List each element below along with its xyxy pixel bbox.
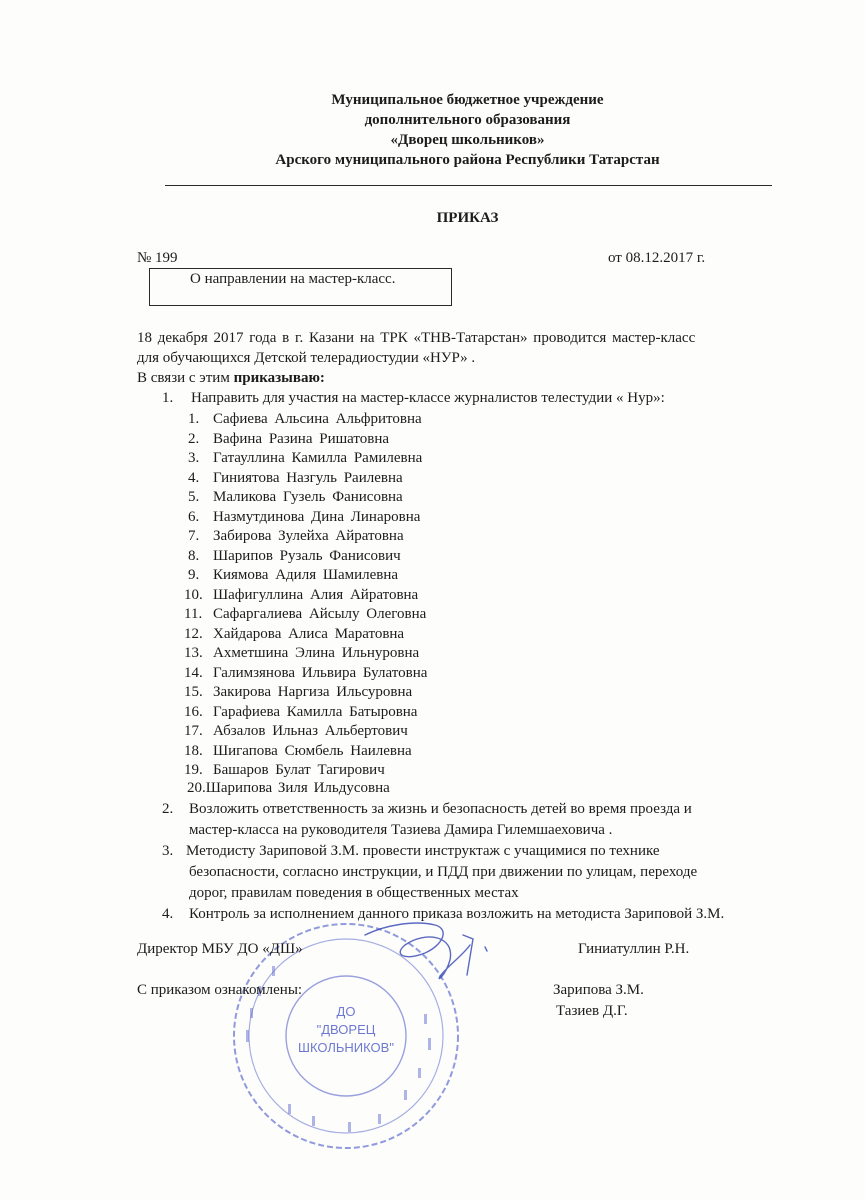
item-1-number: 1. xyxy=(162,390,174,406)
participant-name: Абзалов Ильназ Альбертович xyxy=(213,723,408,739)
participant-number: 9. xyxy=(188,567,200,583)
participant-name: Шафигуллина Алия Айратовна xyxy=(213,586,419,603)
item-1-text: Направить для участия на мастер-классе журналистов телестудии « Нур»: xyxy=(191,390,665,406)
stamp-text-1: ДО xyxy=(336,1004,356,1019)
director-label: Директор МБУ ДО «ДШ» xyxy=(137,941,303,957)
participant-number: 13. xyxy=(184,645,203,661)
participant-number: 4. xyxy=(188,469,200,486)
participant-number: 10. xyxy=(184,586,203,603)
participant-name: Шигапова Сюмбель Наилевна xyxy=(213,742,412,759)
participant-name: Хайдарова Алиса Маратовна xyxy=(213,625,405,642)
participant-number: 5. xyxy=(188,489,200,505)
stamp-text-2: "ДВОРЕЦ xyxy=(316,1022,376,1037)
acquainted-label: С приказом ознакомлены: xyxy=(137,982,303,998)
item-2-line-1: Возложить ответственность за жизнь и безопасность детей во время проезда и xyxy=(189,801,692,817)
participant-name: Сафаргалиева Айсылу Олеговна xyxy=(213,606,427,622)
item-2-line-2: мастер-класса на руководителя Тазиева Дамира Гилемшаеховича . xyxy=(189,822,613,838)
participant-number: 11. xyxy=(184,606,203,622)
participant-name: Забирова Зулейха Айратовна xyxy=(213,528,404,544)
intro-line-1: 18 декабря 2017 года в г. Казани на ТРК «ТНВ-Татарстан» проводится мастер-класс xyxy=(137,330,696,346)
participant-number: 6. xyxy=(188,508,200,525)
participant-name: Ахметшина Элина Ильнуровна xyxy=(213,645,420,661)
participant-number: 15. xyxy=(184,684,203,700)
item-4-number: 4. xyxy=(162,906,174,922)
participant-number: 1. xyxy=(188,411,200,427)
director-signature xyxy=(345,905,515,995)
letterhead-line-2: дополнительного образования xyxy=(364,112,571,128)
intro-line-2: для обучающихся Детской телерадиостудии «НУР» . xyxy=(137,350,476,366)
participant-number: 2. xyxy=(188,430,200,447)
intro-prefix: В связи с этим xyxy=(137,370,234,386)
participant-number: 3. xyxy=(188,450,200,466)
participant-name: Закирова Наргиза Ильсуровна xyxy=(213,684,413,700)
item-2-number: 2. xyxy=(162,801,174,817)
order-keyword: приказываю: xyxy=(233,370,325,386)
participant-number: 19. xyxy=(184,762,203,778)
acquainted-name-2: Тазиев Д.Г. xyxy=(556,1003,628,1019)
participant-name: Гарафиева Камилла Батыровна xyxy=(213,703,418,720)
participant-number: 16. xyxy=(184,703,203,720)
item-3-number: 3. xyxy=(162,843,174,859)
document-title: ПРИКАЗ xyxy=(436,210,499,226)
header-divider xyxy=(165,185,772,186)
letterhead xyxy=(165,90,770,170)
participant-name: Шарипов Рузаль Фанисович xyxy=(213,547,401,564)
participant-number: 18. xyxy=(184,742,203,759)
participant-number: 8. xyxy=(188,547,200,564)
acquainted-name-1: Зарипова З.М. xyxy=(553,982,644,998)
participant-name: Гиниятова Назгуль Раилевна xyxy=(213,469,403,486)
participant-name: Назмутдинова Дина Линаровна xyxy=(213,508,421,525)
director-name: Гиниатуллин Р.Н. xyxy=(578,941,690,957)
participant-20: 20.Шарипова Зиля Ильдусовна xyxy=(187,780,390,796)
stamp-text-3: ШКОЛЬНИКОВ" xyxy=(298,1040,394,1055)
participant-number: 7. xyxy=(188,528,200,544)
order-number: № 199 xyxy=(137,250,178,266)
participant-name: Маликова Гузель Фанисовна xyxy=(213,489,403,505)
participant-number: 17. xyxy=(184,723,203,739)
participant-name: Вафина Разина Ришатовна xyxy=(213,430,390,447)
subject-text: О направлении на мастер-класс. xyxy=(190,271,396,287)
order-date: от 08.12.2017 г. xyxy=(608,250,706,266)
item-3-line-3: дорог, правилам поведения в общественных местах xyxy=(189,885,519,901)
participant-name: Гатауллина Камилла Рамилевна xyxy=(213,450,423,466)
intro-line-3 xyxy=(137,370,325,387)
participant-name: Киямова Адиля Шамилевна xyxy=(213,567,399,583)
participant-name: Башаров Булат Тагирович xyxy=(213,762,385,778)
item-3-line-1: Методисту Зариповой З.М. провести инструктаж с учащимися по технике xyxy=(186,843,660,859)
participant-number: 12. xyxy=(184,625,203,642)
subject-box xyxy=(149,268,452,306)
participant-number: 14. xyxy=(184,664,203,681)
participant-name: Галимзянова Ильвира Булатовна xyxy=(213,664,428,681)
item-4-text: Контроль за исполнением данного приказа возложить на методиста Зариповой З.М. xyxy=(189,906,725,922)
letterhead-line-1: Муниципальное бюджетное учреждение xyxy=(331,92,604,108)
letterhead-line-4: Арского муниципального района Республики Татарстан xyxy=(275,152,660,168)
letterhead-line-3: «Дворец школьников» xyxy=(390,132,545,148)
item-3-line-2: безопасности, согласно инструкции, и ПДД при движении по улицам, переходе xyxy=(189,864,698,880)
participant-name: Сафиева Альсина Альфритовна xyxy=(213,411,422,427)
